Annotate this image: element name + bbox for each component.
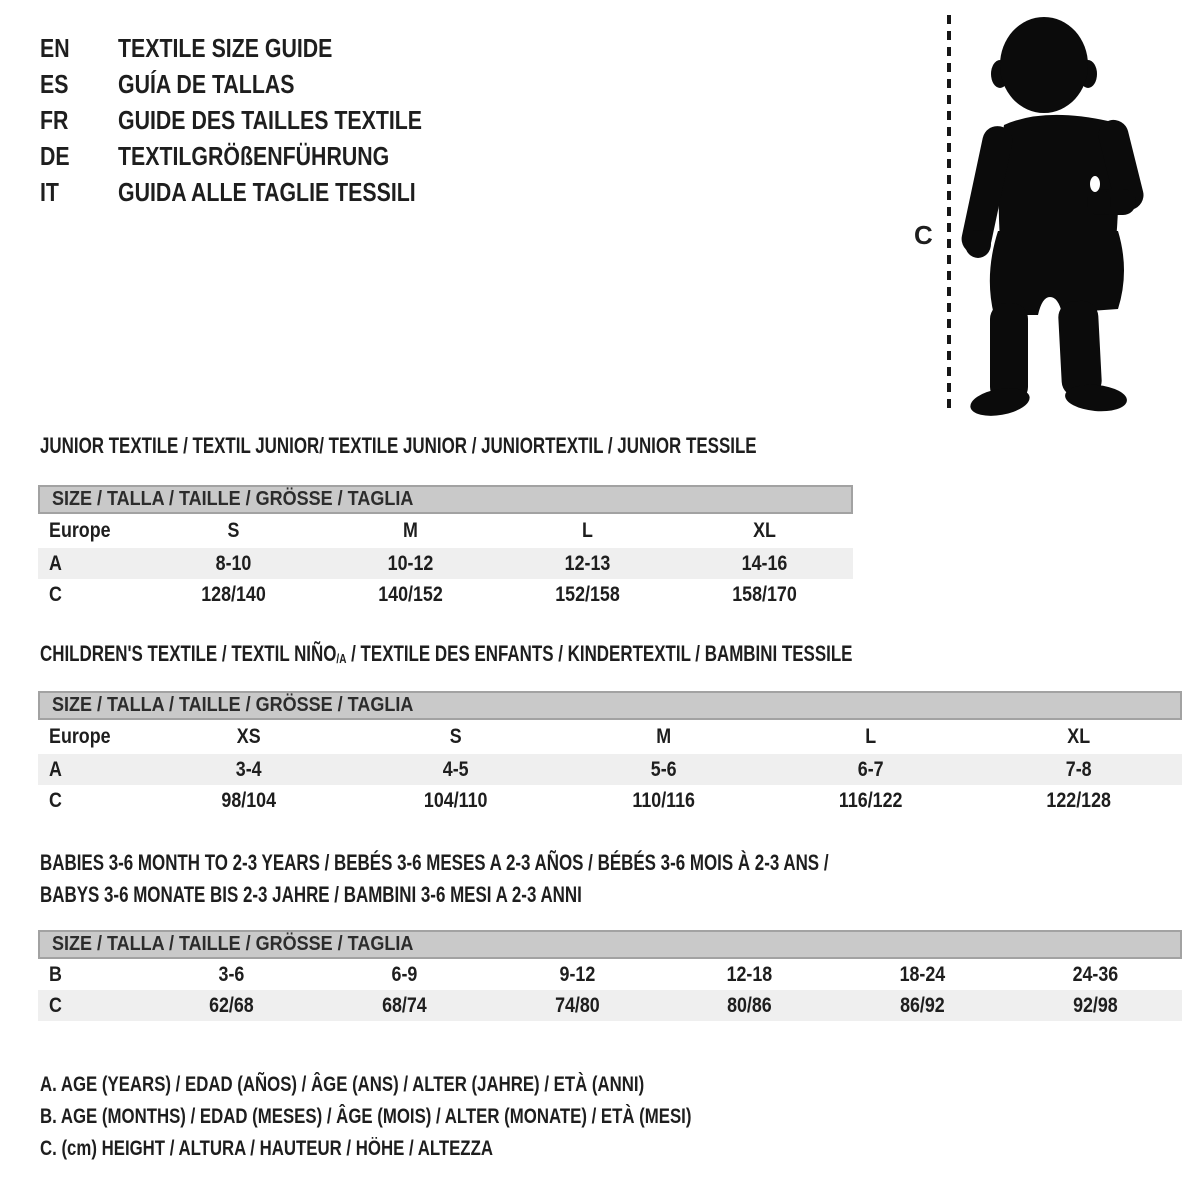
value-cell: 24-36 (1072, 962, 1119, 986)
language-title: GUIDE DES TAILLES TEXTILE (118, 104, 423, 135)
value-cell: 18-24 (899, 962, 946, 986)
value-cell: 6-7 (858, 757, 884, 781)
section-title-text: CHILDREN'S TEXTILE / TEXTIL NIÑO/A / TEXTILE DES ENFANTS / KINDERTEXTIL / BAMBINI TESSILE (40, 641, 853, 666)
size-cell: M (656, 725, 671, 748)
legend-line-a (40, 1069, 854, 1101)
value-cell: 5-6 (650, 757, 677, 781)
row-label: A (49, 757, 62, 781)
language-code: EN (40, 32, 70, 63)
size-cell: XS (236, 725, 261, 748)
section-title-line2: BABYS 3-6 MONATE BIS 2-3 JAHRE / BAMBINI 3-6 MESI A 2-3 ANNI (40, 882, 582, 907)
babies-size-table (38, 930, 1182, 1021)
legend-text: C. (cm) HEIGHT / ALTURA / HAUTEUR / HÖHE / ALTEZZA (40, 1137, 493, 1160)
section-title-line1: BABIES 3-6 MONTH TO 2-3 YEARS / BEBÉS 3-6 MESES A 2-3 AÑOS / BÉBÉS 3-6 MOIS À 2-3 ANS / (40, 850, 829, 875)
size-bar (38, 930, 1182, 959)
value-cell: 128/140 (201, 582, 266, 606)
value-cell: 4-5 (443, 757, 470, 781)
value-cell: 68/74 (381, 993, 427, 1017)
measurement-legend (40, 1069, 854, 1165)
row-label: A (49, 551, 62, 575)
row-label: B (49, 962, 62, 986)
legend-text: B. AGE (MONTHS) / EDAD (MESES) / ÂGE (MOIS) / ALTER (MONATE) / ETÀ (MESI) (40, 1105, 692, 1128)
value-cell: 80/86 (727, 993, 773, 1017)
language-code: DE (40, 140, 70, 171)
value-cell: 158/170 (732, 582, 797, 606)
value-cell: 6-9 (391, 962, 418, 986)
table-row-height (38, 579, 853, 610)
table-row-months (38, 959, 1182, 990)
value-cell: 3-6 (218, 962, 245, 986)
section-title-text: JUNIOR TEXTILE / TEXTIL JUNIOR/ TEXTILE JUNIOR / JUNIORTEXTIL / JUNIOR TESSILE (40, 433, 757, 458)
size-bar-text: SIZE / TALLA / TAILLE / GRÖSSE / TAGLIA (52, 488, 414, 510)
height-measure-label: C (914, 220, 933, 250)
size-cell: L (865, 725, 877, 748)
value-cell: 110/116 (632, 788, 695, 812)
language-row (40, 138, 489, 174)
table-row-height (38, 785, 1182, 816)
children-size-table (38, 691, 1182, 816)
section-title-babies (40, 847, 1064, 911)
toddler-silhouette-icon (958, 13, 1164, 422)
value-cell: 3-4 (235, 757, 262, 781)
value-cell: 12-18 (727, 962, 773, 986)
size-bar (38, 691, 1182, 720)
table-row-age (38, 548, 853, 579)
value-cell: 122/128 (1046, 788, 1111, 812)
language-code: ES (40, 68, 69, 99)
size-bar (38, 485, 853, 514)
language-title: GUIDA ALLE TAGLIE TESSILI (118, 176, 416, 207)
table-row-europe (38, 720, 1182, 754)
language-code: FR (40, 104, 69, 135)
row-label: C (49, 993, 62, 1017)
row-label: C (49, 582, 62, 606)
row-label: C (49, 788, 62, 812)
legend-text: A. AGE (YEARS) / EDAD (AÑOS) / ÂGE (ANS) / ALTER (JAHRE) / ETÀ (ANNI) (40, 1073, 645, 1096)
row-label: Europe (49, 519, 111, 542)
junior-size-table (38, 485, 853, 610)
value-cell: 74/80 (554, 993, 600, 1017)
section-title-junior (40, 433, 971, 459)
size-cell: XL (1066, 725, 1090, 748)
value-cell: 9-12 (559, 962, 595, 986)
value-cell: 12-13 (564, 551, 611, 575)
language-code: IT (40, 176, 59, 207)
table-row-age (38, 754, 1182, 785)
language-title-list (40, 30, 489, 210)
table-row-height (38, 990, 1182, 1021)
size-cell: L (582, 519, 593, 542)
value-cell: 116/122 (839, 788, 903, 812)
size-cell: XL (753, 519, 776, 542)
legend-line-c (40, 1133, 854, 1165)
value-cell: 8-10 (215, 551, 252, 575)
value-cell: 92/98 (1073, 993, 1118, 1017)
row-label: Europe (49, 725, 111, 748)
value-cell: 98/104 (221, 788, 276, 812)
value-cell: 7-8 (1065, 757, 1092, 781)
legend-line-b (40, 1101, 854, 1133)
language-title: TEXTILE SIZE GUIDE (118, 32, 333, 63)
gender-suffix: /A (336, 651, 347, 666)
value-cell: 14-16 (741, 551, 788, 575)
size-cell: S (450, 725, 463, 748)
language-title: TEXTILGRÖßENFÜHRUNG (118, 140, 390, 171)
language-row (40, 174, 489, 210)
value-cell: 10-12 (387, 551, 434, 575)
value-cell: 62/68 (209, 993, 254, 1017)
dashed-height-line (946, 15, 952, 420)
value-cell: 86/92 (900, 993, 946, 1017)
value-cell: 152/158 (555, 582, 620, 606)
value-cell: 140/152 (378, 582, 443, 606)
size-cell: S (227, 519, 240, 542)
language-row (40, 30, 489, 66)
table-row-europe (38, 514, 853, 548)
language-row (40, 102, 489, 138)
size-cell: M (403, 519, 418, 542)
section-title-children (40, 641, 1095, 667)
size-bar-text: SIZE / TALLA / TAILLE / GRÖSSE / TAGLIA (52, 694, 414, 716)
language-title: GUÍA DE TALLAS (118, 68, 295, 99)
value-cell: 104/110 (424, 788, 488, 812)
size-bar-text: SIZE / TALLA / TAILLE / GRÖSSE / TAGLIA (52, 933, 414, 955)
language-row (40, 66, 489, 102)
